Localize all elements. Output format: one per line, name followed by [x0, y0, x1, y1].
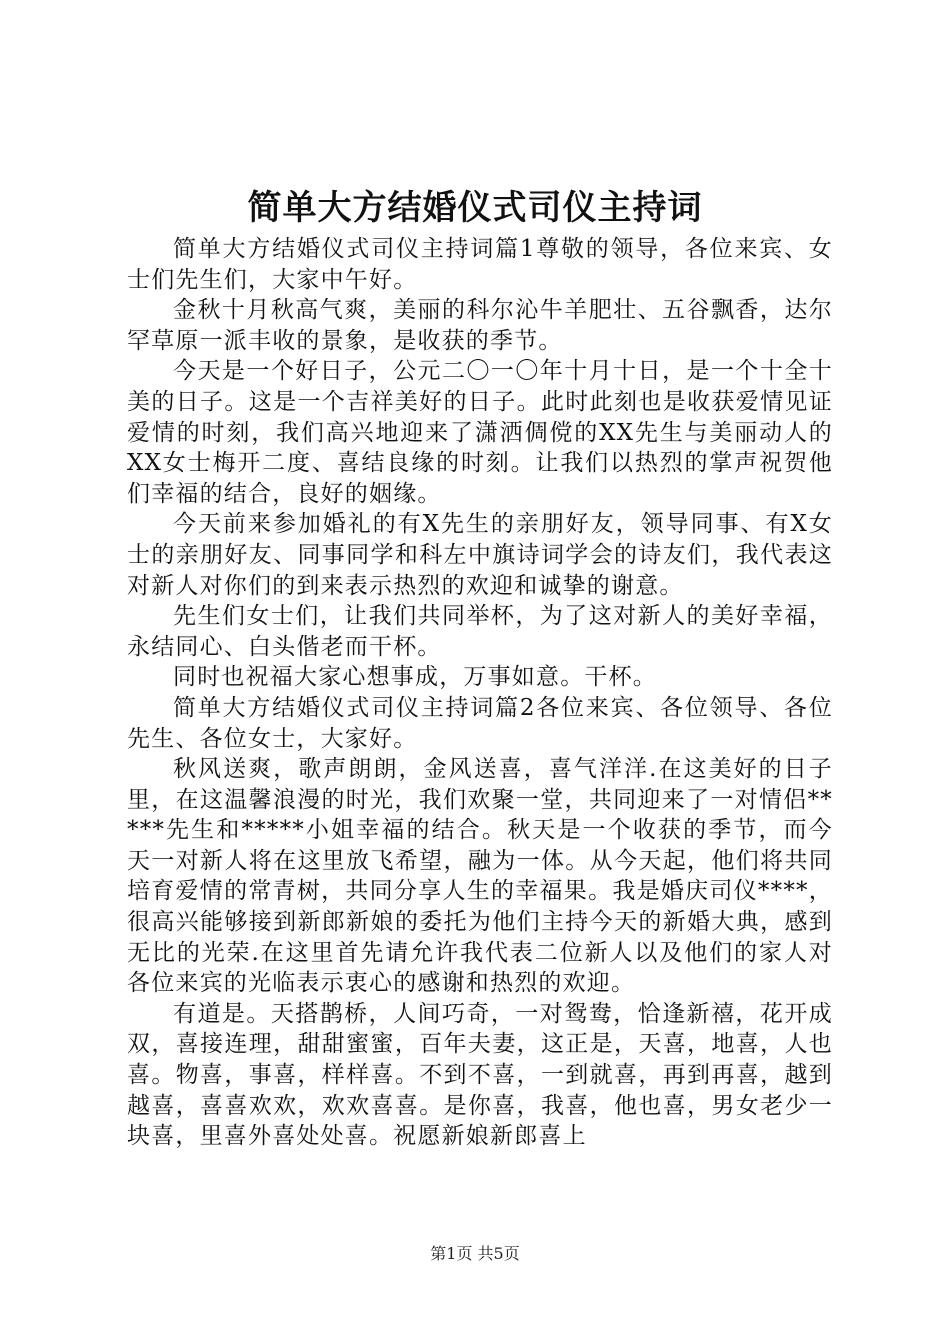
document-body [127, 234, 833, 1152]
page-footer: 第1页 共5页 [430, 1244, 520, 1263]
paragraph: 同时也祝福大家心想事成，万事如意。干杯。 [173, 664, 657, 691]
paragraph: 秋风送爽，歌声朗朗，金风送喜，喜气洋洋.在这美好的日子里，在这温馨浪漫的时光，我们欢聚一堂，共同迎来了一对情侣*****先生和*****小姐幸福的结合。秋天是一个收获的季节，而今天一对新人将在这里放飞希望，融为一体。从今天起，他们将共同培育爱情的常青树，共同分享人生的幸福果。我是婚庆司仪****，很高兴能够接到新郎新娘的委托为他们主持今天的新婚大典，感到无比的光荣.在这里首先请允许我代表二位新人以及他们的家人对各位来宾的光临表示衷心的感谢和热烈的欢迎。 [127, 756, 833, 997]
paragraph: 有道是。天搭鹊桥，人间巧奇，一对鸳鸯，恰逢新禧，花开成双，喜接连理，甜甜蜜蜜，百年夫妻，这正是，天喜，地喜，人也喜。物喜，事喜，样样喜。不到不喜，一到就喜，再到再喜，越到越喜，喜喜欢欢，欢欢喜喜。是你喜，我喜，他也喜，男女老少一块喜，里喜外喜处处喜。祝愿新娘新郎喜上 [127, 1000, 833, 1150]
paragraph: 简单大方结婚仪式司仪主持词篇2各位来宾、各位领导、各位先生、各位女士，大家好。 [127, 694, 833, 752]
paragraph: 简单大方结婚仪式司仪主持词篇1尊敬的领导，各位来宾、女士们先生们，大家中午好。 [127, 236, 833, 293]
paragraph: 金秋十月秋高气爽，美丽的科尔沁牛羊肥壮、五谷飘香，达尔罕草原一派丰收的景象，是收获的季节。 [127, 297, 833, 354]
paragraph: 先生们女士们，让我们共同举杯，为了这对新人的美好幸福，永结同心、白头偕老而干杯。 [127, 603, 833, 660]
document-title: 简单大方结婚仪式司仪主持词 [247, 188, 703, 228]
paragraph: 今天是一个好日子，公元二〇一〇年十月十日，是一个十全十美的日子。这是一个吉祥美好的日子。此时此刻也是收获爱情见证爱情的时刻，我们高兴地迎来了潇洒倜傥的XX先生与美丽动人的XX女士梅开二度、喜结良缘的时刻。让我们以热烈的掌声祝贺他们幸福的结合，良好的姻缘。 [127, 358, 833, 507]
paragraph: 今天前来参加婚礼的有X先生的亲朋好友，领导同事、有X女士的亲朋好友、同事同学和科左中旗诗词学会的诗友们，我代表这对新人对你们的到来表示热烈的欢迎和诚挚的谢意。 [127, 511, 833, 599]
